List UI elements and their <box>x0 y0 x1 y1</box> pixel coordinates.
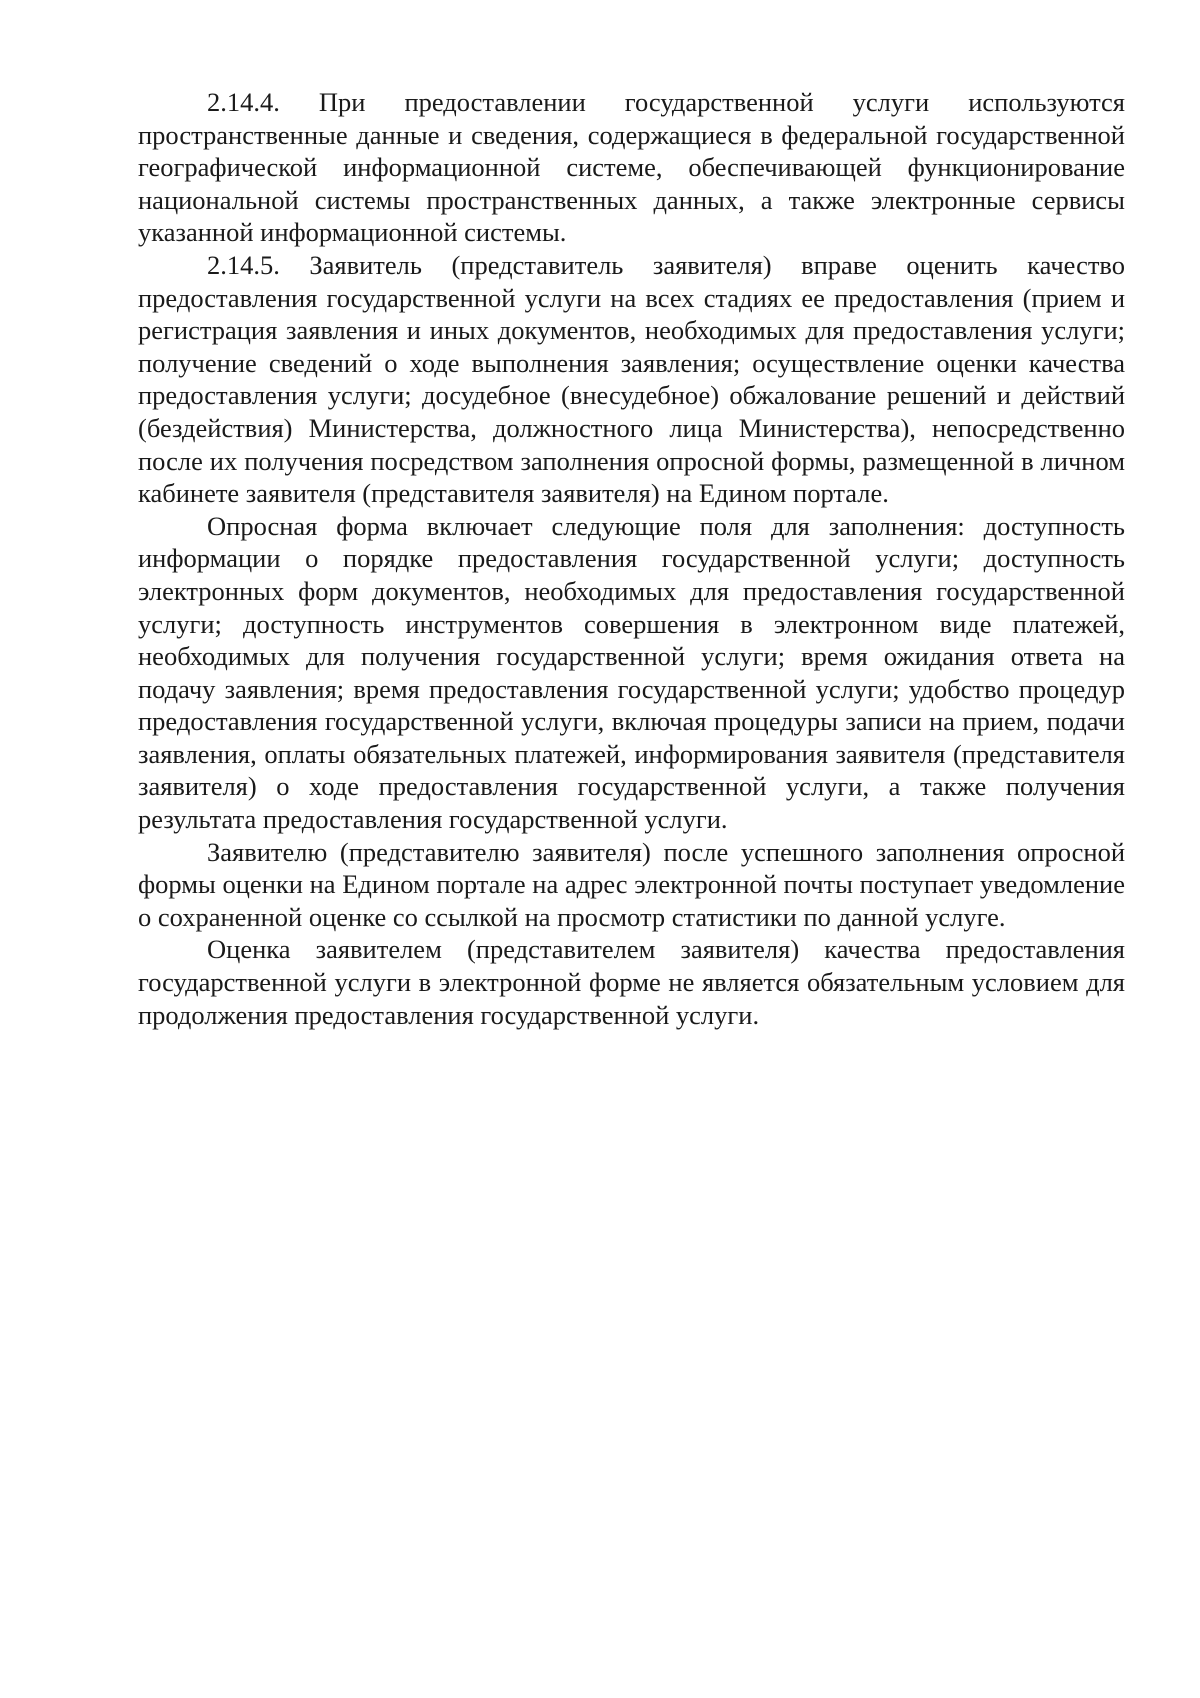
document-body <box>138 86 1125 1031</box>
paragraph-2-14-4: 2.14.4. При предоставлении государственной услуги используются пространственные данные и сведения, содержащиеся в федеральной государственной географической информационной системе, обеспечивающей функционирование национальной системы пространственных данных, а также электронные сервисы указанной информационной системы. <box>138 87 1125 248</box>
paragraph-survey-form-fields: Опросная форма включает следующие поля для заполнения: доступность информации о порядке предоставления государственной услуги; доступность электронных форм документов, необходимых для предоставления государственной услуги; доступность инструментов совершения в электронном виде платежей, необходимых для получения государственной услуги; время ожидания ответа на подачу заявления; время предоставления государственной услуги; удобство процедур предоставления государственной услуги, включая процедуры записи на прием, подачи заявления, оплаты обязательных платежей, информирования заявителя (представителя заявителя) о ходе предоставления государственной услуги, а также получения результата предоставления государственной услуги. <box>138 510 1125 835</box>
paragraph-2-14-5: 2.14.5. Заявитель (представитель заявителя) вправе оценить качество предоставления государственной услуги на всех стадиях ее предоставления (прием и регистрация заявления и иных документов, необходимых для предоставления услуги; получение сведений о ходе выполнения заявления; осуществление оценки качества предоставления услуги; досудебное (внесудебное) обжалование решений и действий (бездействия) Министерства, должностного лица Министерства), непосредственно после их получения посредством заполнения опросной формы, размещенной в личном кабинете заявителя (представителя заявителя) на Едином портале. <box>138 249 1125 509</box>
paragraph-notification: Заявителю (представителю заявителя) после успешного заполнения опросной формы оценки на Едином портале на адрес электронной почты поступает уведомление о сохраненной оценке со ссылкой на просмотр статистики по данной услуге. <box>138 836 1125 932</box>
paragraph-optional-assessment: Оценка заявителем (представителем заявителя) качества предоставления государственной услуги в электронной форме не является обязательным условием для продолжения предоставления государственной услуги. <box>138 934 1125 1030</box>
